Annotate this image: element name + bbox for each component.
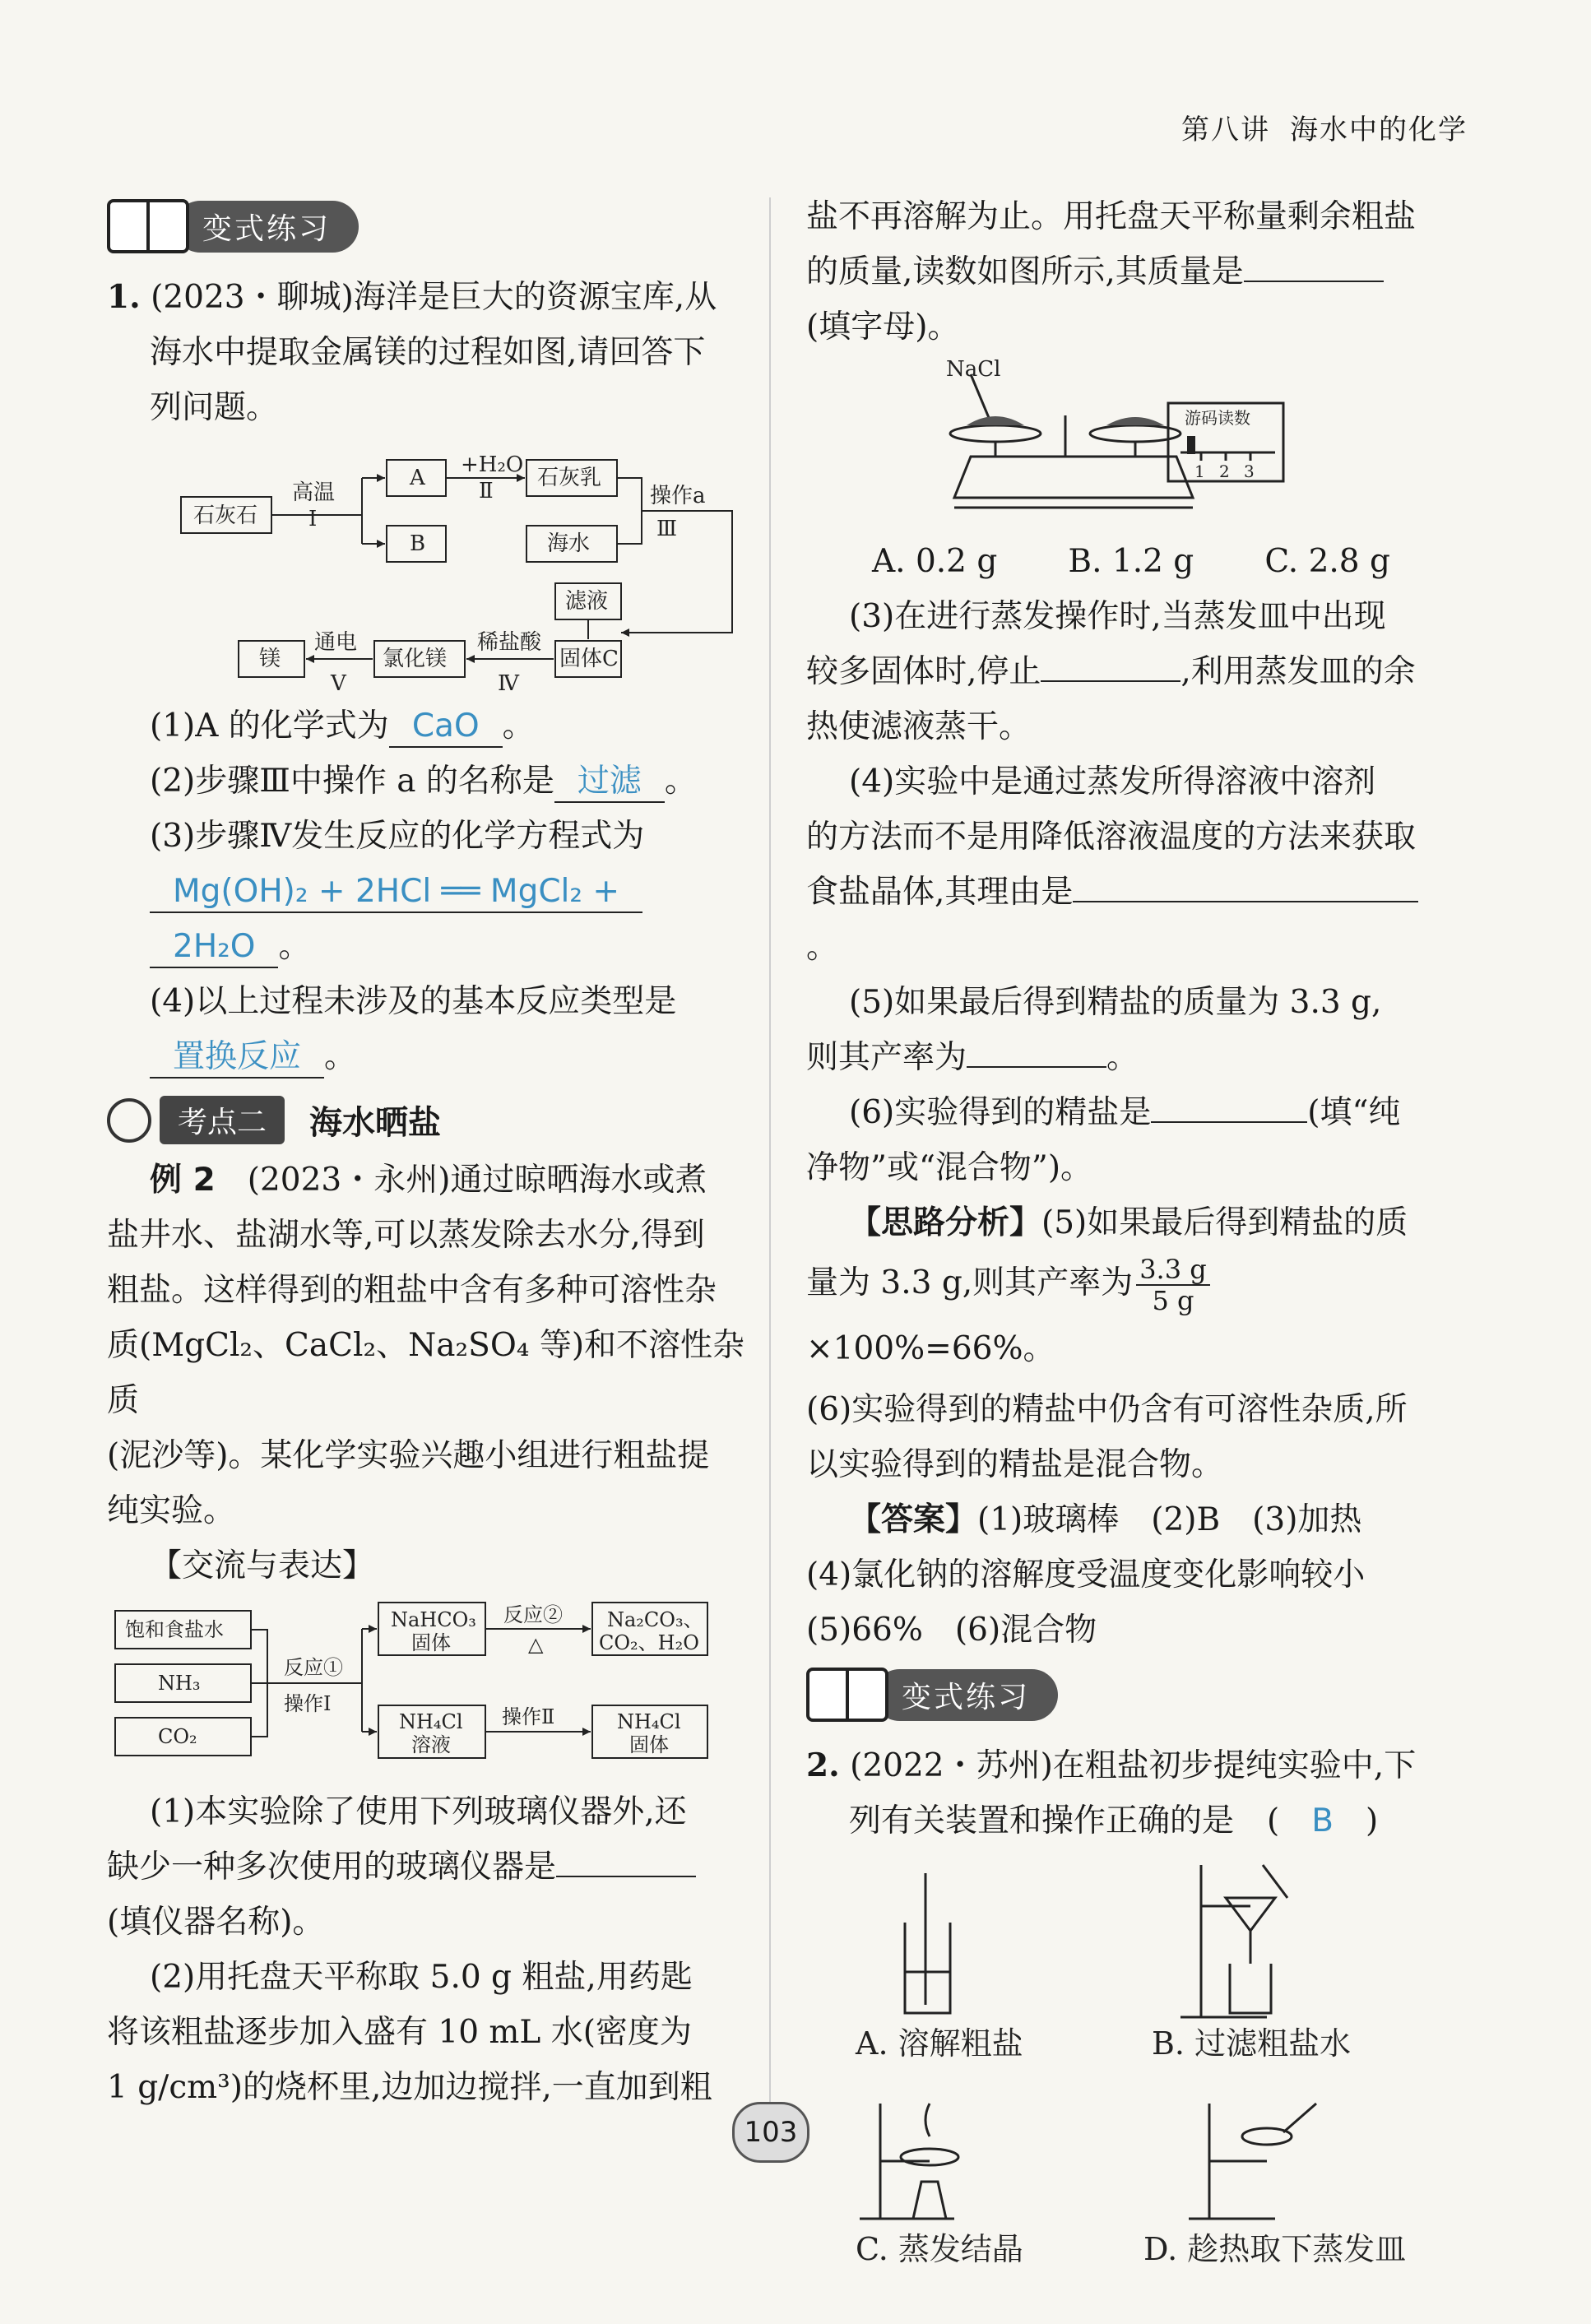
q1-sub2: (2)步骤Ⅲ中操作 a 的名称是 过滤 。: [107, 754, 749, 809]
flow-mgcl2: 氯化镁: [383, 647, 448, 671]
ex2-line4: 质(MgCl₂、CaCl₂、Na₂SO₄ 等)和不溶性杂质: [107, 1327, 745, 1419]
practice-banner-label: 变式练习: [874, 1669, 1058, 1721]
q1-sub3-answer-line2: 2H₂O 。: [107, 919, 749, 974]
flow2-reaction2: 反应②: [503, 1603, 563, 1626]
flow2-delta: △: [528, 1633, 544, 1656]
flow2-brine: 饱和食盐水: [125, 1618, 224, 1641]
page-number: 103: [732, 2102, 809, 2163]
q1-sub3-answer1: Mg(OH)₂ + 2HCl ══ MgCl₂ +: [150, 872, 642, 913]
flow-op-a: 操作a: [650, 484, 706, 508]
book-icon: [107, 199, 189, 253]
q1-sub3: (3)步骤Ⅳ发生反应的化学方程式为: [150, 818, 645, 855]
q1-sub1-answer: CaO: [389, 707, 503, 748]
ex2-line5: (泥沙等)。某化学实验兴趣小组进行粗盐提: [107, 1437, 710, 1474]
answer-line3: (5)66% (6)混合物: [806, 1612, 1097, 1649]
p4-line2: 的方法而不是用降低溶液温度的方法来获取: [806, 819, 1417, 856]
flow2-nh4cl: NH₄Cl: [399, 1710, 463, 1733]
flow2-products2: CO₂、H₂O: [599, 1631, 699, 1654]
analysis-line4: 以实验得到的精盐是混合物。: [806, 1446, 1224, 1483]
balance-tick1: 1: [1194, 462, 1205, 481]
flow2-op2: 操作Ⅱ: [502, 1705, 555, 1728]
p6-line1: (6)实验得到的精盐是 (填“纯: [806, 1085, 1440, 1140]
apparatus-figure: [806, 1857, 1440, 2268]
analysis-label: 【思路分析】: [849, 1204, 1042, 1241]
blank-purity[interactable]: [1151, 1088, 1307, 1123]
practice-banner-label: 变式练习: [174, 201, 359, 253]
kaodian-badge: 考点二: [160, 1096, 285, 1144]
flow-mg: 镁: [259, 647, 281, 671]
answer-line2: (4)氯化钠的溶解度受温度变化影响较小: [806, 1556, 1366, 1593]
choice-b[interactable]: B. 过滤粗盐水: [1152, 2025, 1352, 2062]
option-b[interactable]: B. 1.2 g: [1068, 543, 1194, 580]
column-divider: [769, 197, 771, 2114]
right-cont-line1: 盐不再溶解为止。用托盘天平称量剩余粗盐: [806, 198, 1417, 235]
q1-sub4-answer: 置换反应: [150, 1037, 324, 1079]
flow-electrolysis: 通电: [314, 630, 358, 655]
flow2-nh3: NH₃: [158, 1672, 201, 1695]
flow-step3: Ⅲ: [656, 517, 678, 541]
flow2-solid: 固体: [411, 1631, 451, 1654]
balance-nacl: NaCl: [946, 358, 1001, 382]
mass-options: [806, 534, 1440, 589]
ex2-p1-line2: 缺少一种多次使用的玻璃仪器是: [107, 1839, 749, 1895]
flow2-solution: 溶液: [411, 1733, 451, 1756]
right-cont-line2: 的质量,读数如图所示,其质量是: [806, 244, 1440, 299]
flow-step5: Ⅴ: [331, 671, 346, 690]
q1-sub1: (1)A 的化学式为 CaO 。: [107, 698, 749, 754]
ex2-p2-line2: 将该粗盐逐步加入盛有 10 mL 水(密度为: [107, 2014, 692, 2051]
blank-yield[interactable]: [967, 1033, 1106, 1068]
answer-line1: 【答案】(1)玻璃棒 (2)B (3)加热: [849, 1501, 1362, 1538]
q1-stem-line2: 海水中提取金属镁的过程如图,请回答下: [150, 334, 706, 371]
option-a[interactable]: A. 0.2 g: [872, 543, 998, 580]
right-cont-line3: (填字母)。: [806, 308, 960, 346]
q2-stem-line1: 2. (2022・苏州)在粗盐初步提纯实验中,下: [806, 1746, 1417, 1784]
balance-rider: 游码读数: [1185, 408, 1250, 428]
flow2-solid2: 固体: [629, 1733, 669, 1756]
fraction-denominator: 5 g: [1152, 1285, 1194, 1316]
analysis-line3: (6)实验得到的精盐中仍含有可溶性杂质,所: [806, 1391, 1408, 1428]
q2-stem-line2: 列有关装置和操作正确的是 ( B ): [849, 1802, 1379, 1839]
p5-line2: 则其产率为 。: [806, 1030, 1440, 1085]
p3-line1: (3)在进行蒸发操作时,当蒸发皿中出现: [849, 598, 1386, 635]
p5-line1: (5)如果最后得到精盐的质量为 3.3 g,: [849, 984, 1382, 1021]
q1-sub2-answer: 过滤: [554, 762, 665, 803]
p4-line1: (4)实验中是通过蒸发所得溶液中溶剂: [849, 763, 1376, 800]
flow-a: A: [410, 466, 425, 490]
option-c[interactable]: C. 2.8 g: [1264, 543, 1390, 580]
ex2-p1-line3: (填仪器名称)。: [107, 1904, 325, 1941]
p3-line3: 热使滤液蒸干。: [806, 708, 1032, 745]
blank-instrument[interactable]: [556, 1843, 696, 1877]
flow-step1: Ⅰ: [308, 507, 318, 531]
ex2-line6: 纯实验。: [107, 1492, 236, 1529]
answer-label: 【答案】: [849, 1501, 978, 1538]
flow-hcl: 稀盐酸: [477, 630, 542, 655]
ex2-label: 例 2: [150, 1162, 216, 1199]
kaodian-heading: [107, 1096, 749, 1144]
blank-mass[interactable]: [1244, 248, 1384, 282]
p6-line2: 净物”或“混合物”)。: [806, 1149, 1093, 1186]
flow-solid-c: 固体C: [559, 647, 619, 671]
flow-limestone: 石灰石: [193, 503, 258, 528]
ex2-p2-line3: 1 g/cm³)的烧杯里,边加边搅拌,一直加到粗: [107, 2069, 712, 2106]
q1-stem-line1: 1. (2023・聊城)海洋是巨大的资源宝库,从: [107, 278, 717, 316]
lecture-topic: 海水中的化学: [1290, 114, 1468, 146]
flow2-co2: CO₂: [158, 1725, 197, 1748]
flow2-reaction1: 反应①: [284, 1656, 343, 1679]
q1-sub3-answer-line1: [107, 864, 749, 919]
ex2-p1-line1: (1)本实验除了使用下列玻璃仪器外,还: [150, 1793, 687, 1830]
ex2-line2: 盐井水、盐湖水等,可以蒸发除去水分,得到: [107, 1217, 705, 1254]
ammonia-soda-flow-diagram: [107, 1598, 749, 1779]
flow-lime-milk: 石灰乳: [537, 466, 602, 490]
page-header: [1162, 107, 1468, 147]
q2-answer: B: [1311, 1802, 1334, 1839]
lecture-number: 第八讲: [1181, 114, 1270, 146]
ex2-line1: 例 2 (2023・永州)通过晾晒海水或煮: [150, 1162, 707, 1199]
flow-filtrate: 滤液: [565, 589, 609, 614]
q1-sub3-answer2: 2H₂O: [150, 927, 278, 968]
book-icon: [806, 1668, 888, 1722]
kaodian-title: 海水晒盐: [309, 1104, 442, 1142]
balance-tick3: 3: [1244, 462, 1255, 481]
analysis-line1: 【思路分析】(5)如果最后得到精盐的质: [849, 1204, 1408, 1241]
ex2-line3: 粗盐。这样得到的粗盐中含有多种可溶性杂: [107, 1272, 717, 1309]
fraction: [1136, 1255, 1210, 1315]
q1-stem-line3: 列问题。: [150, 389, 279, 426]
practice-banner-2: [806, 1666, 1440, 1723]
fraction-numerator: 3.3 g: [1136, 1255, 1210, 1286]
blank-stop[interactable]: [1041, 647, 1180, 682]
flow2-nahco3: NaHCO₃: [391, 1608, 476, 1631]
flow-high-temp: 高温: [292, 480, 336, 505]
balance-figure: [806, 358, 1440, 531]
flow2-op1: 操作Ⅰ: [284, 1692, 332, 1715]
q1-number: 1.: [107, 278, 141, 316]
flow2-nh4cl-solid: NH₄Cl: [617, 1710, 681, 1733]
left-column: [107, 189, 749, 2115]
flow-h2o: +H₂O: [461, 452, 524, 477]
q1-sub4: (4)以上过程未涉及的基本反应类型是: [150, 983, 677, 1020]
practice-banner: [107, 197, 749, 255]
magnesium-flow-diagram: [107, 443, 749, 690]
analysis-line2: 量为 3.3 g,则其产率为 $\frac{3.3 g}{5 g}$ ×100%=66%。: [806, 1250, 1440, 1382]
ex2-exchange: 【交流与表达】: [150, 1547, 375, 1584]
p4-line3: 食盐晶体,其理由是。: [806, 865, 1440, 975]
flow2-products: Na₂CO₃、: [607, 1608, 703, 1631]
choice-a[interactable]: A. 溶解粗盐: [856, 2025, 1023, 2062]
flow-step2: Ⅱ: [479, 479, 494, 503]
choice-d[interactable]: D. 趁热取下蒸发皿: [1143, 2231, 1407, 2267]
right-column: [806, 189, 1440, 2268]
q1-sub4-answer-line: 置换反应 。: [107, 1029, 749, 1084]
q2-number: 2.: [806, 1746, 840, 1784]
choice-c[interactable]: C. 蒸发结晶: [856, 2231, 1023, 2267]
blank-reason[interactable]: [1073, 868, 1418, 902]
star-person-icon: [107, 1098, 151, 1143]
balance-tick2: 2: [1219, 462, 1230, 481]
flow-seawater: 海水: [547, 531, 591, 556]
ex2-p2-line1: (2)用托盘天平称取 5.0 g 粗盐,用药匙: [150, 1959, 693, 1996]
flow-b: B: [410, 531, 426, 556]
p3-line2: 较多固体时,停止 ,利用蒸发皿的余: [806, 644, 1440, 699]
flow-step4: Ⅳ: [498, 671, 519, 690]
